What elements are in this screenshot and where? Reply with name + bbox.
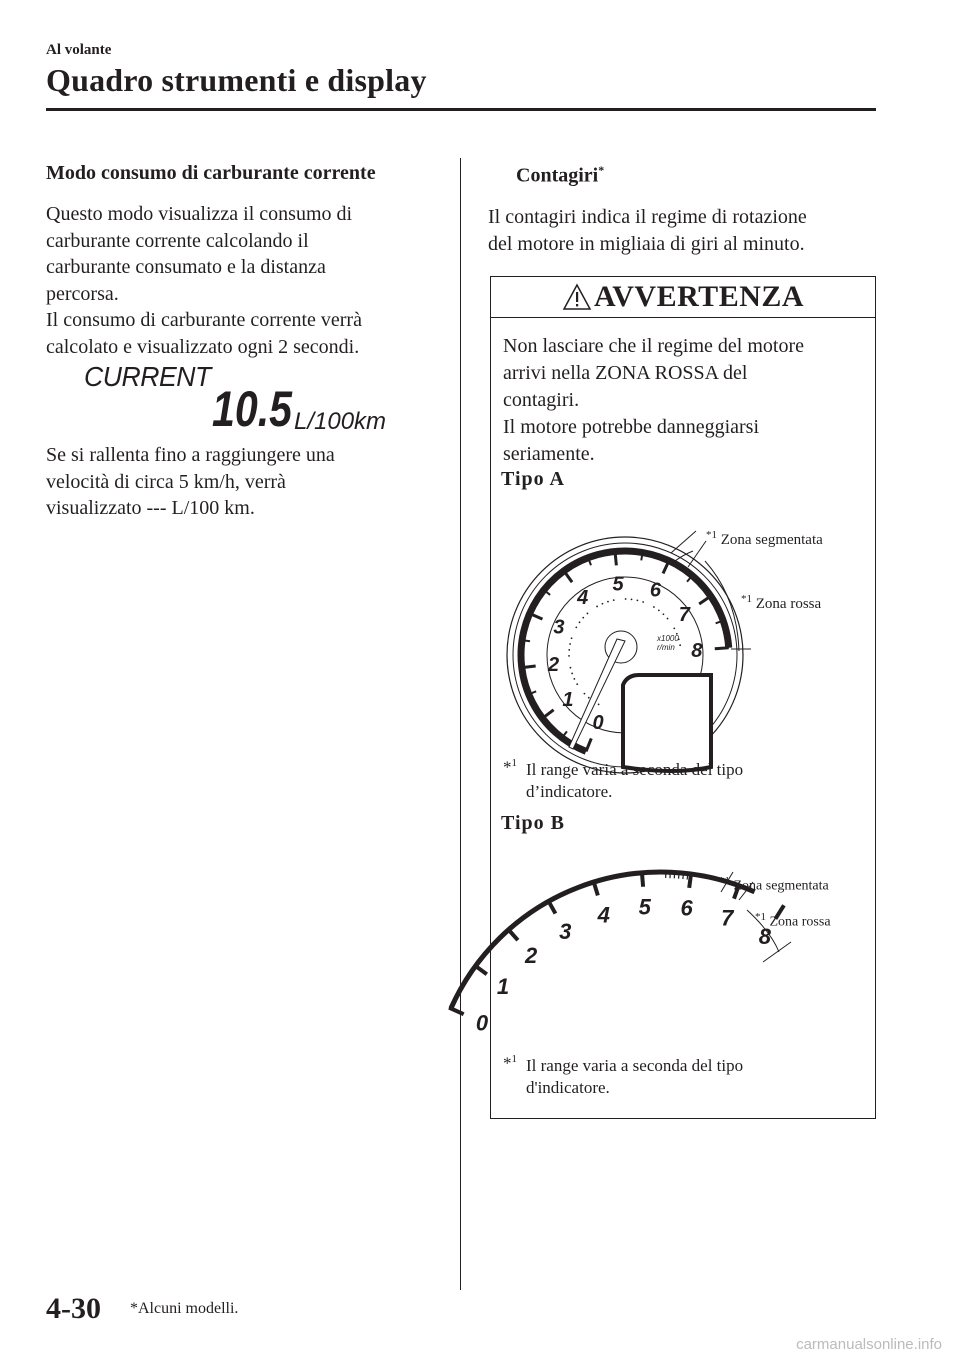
arc-number: 5 <box>638 894 651 920</box>
gauge-dot <box>613 599 615 601</box>
tachometer-intro <box>488 204 878 257</box>
text-line: carburante corrente calcolando il <box>46 229 309 252</box>
section-label: Al volante <box>46 42 112 58</box>
type-a-label: Tipo A <box>501 468 565 490</box>
arc-major-tick <box>449 1008 464 1015</box>
gauge-dot <box>579 621 581 623</box>
text-line: del motore in migliaia di giri al minuto. <box>488 232 805 255</box>
gauge-dot <box>575 626 577 628</box>
lcd-value-text: 10.5 <box>212 381 293 437</box>
gauge-dot <box>588 697 590 699</box>
text-line: carburante consumato e la distanza <box>46 256 326 278</box>
gauge-number: 6 <box>649 579 661 602</box>
gauge-number: 1 <box>562 688 574 711</box>
text-line: visualizzato --- L/100 km. <box>46 497 255 519</box>
gauge-dot <box>653 606 655 608</box>
column-divider <box>460 158 461 1290</box>
gauge-dot <box>573 678 575 680</box>
warning-rule <box>491 317 875 318</box>
gauge-number: 7 <box>678 604 690 627</box>
text-line: Se si rallenta fino a raggiungere una <box>46 444 335 466</box>
gauge-number: 5 <box>612 573 624 596</box>
text-line: percorsa. <box>46 282 119 305</box>
gauge-number: 0 <box>592 711 604 734</box>
gauge-number: 4 <box>577 586 589 609</box>
gauge-dot <box>625 598 627 600</box>
lcd-value-display <box>212 381 294 437</box>
footer-note: *Alcuni modelli. <box>130 1300 239 1317</box>
type-b-callout-red: $^{*1}$ Zona rossa <box>755 911 831 930</box>
text-line: contagiri. <box>503 389 580 411</box>
gauge-dot <box>596 606 598 608</box>
left-heading: Modo consumo di carburante corrente <box>46 162 376 184</box>
gauge-dot <box>571 637 573 639</box>
arc-number: 1 <box>496 974 510 1000</box>
gauge-dot <box>582 617 584 619</box>
left-paragraph-1 <box>46 201 446 360</box>
text-line: velocità di circa 5 km/h, verrà <box>46 470 286 493</box>
text-line: Il contagiri indica il regime di rotazione <box>488 206 807 228</box>
seven-segment-value <box>212 381 294 437</box>
arc-major-tick <box>507 928 518 940</box>
gauge-major-tick <box>615 551 616 565</box>
text-line: Questo modo visualizza il consumo di <box>46 203 353 225</box>
gauge-info-panel <box>623 675 711 771</box>
gauge-dot <box>587 613 589 615</box>
gauge-dot <box>570 667 572 669</box>
gauge-dot <box>568 649 570 651</box>
title-rule <box>46 108 876 111</box>
gauge-number: 3 <box>553 616 565 639</box>
gauge-number: 8 <box>691 639 703 662</box>
type-b-callout-segment: $^{*1}$ Zona segmentata <box>719 875 829 894</box>
arc-number: 2 <box>525 943 538 969</box>
gauge-minor-tick <box>641 553 642 561</box>
type-b-footnote-mark: *$^1$ <box>503 1053 517 1073</box>
warning-triangle-icon <box>562 283 592 311</box>
text-line: Il motore potrebbe danneggiarsi <box>503 416 760 438</box>
lcd-current-label: CURRENT <box>84 361 211 392</box>
gauge-dot <box>571 673 573 675</box>
gauge-dot <box>598 703 600 705</box>
arc-number: 8 <box>758 923 771 949</box>
tachometer-heading: Contagiri* <box>516 163 605 187</box>
warning-box <box>475 276 876 1119</box>
arc-segment-tick <box>683 871 684 879</box>
gauge-number: 2 <box>547 653 560 676</box>
gauge-unit-top: x1000 <box>657 634 679 643</box>
gauge-dot <box>637 599 639 601</box>
page-number: 4-30 <box>46 1292 101 1325</box>
text-line: Il consumo di carburante corrente verrà <box>46 309 362 331</box>
text-line: seriamente. <box>503 443 595 465</box>
left-paragraph-2 <box>46 442 446 522</box>
gauge-minor-tick <box>522 640 530 641</box>
gauge-dot <box>658 609 660 611</box>
arc-number: 6 <box>680 895 693 921</box>
gauge-dot <box>642 601 644 603</box>
arc-number: 7 <box>721 905 734 931</box>
arc-number: 0 <box>475 1010 489 1036</box>
text-line: calcolato e visualizzato ogni 2 secondi. <box>46 335 360 358</box>
arc-major-tick <box>689 872 691 888</box>
arc-number: 4 <box>597 902 610 928</box>
type-b-footnote: Il range varia a seconda del tipo d'indicatore. <box>526 1056 744 1097</box>
type-a-callout-segment: $^{*1}$ Zona segmentata <box>706 529 823 548</box>
watermark: carmanualsonline.info <box>796 1336 942 1353</box>
text-line: arrivi nella ZONA ROSSA del <box>503 362 748 384</box>
arc-number: 3 <box>559 918 572 944</box>
arc-major-tick <box>642 871 643 887</box>
warning-title: AVVERTENZA <box>491 277 875 317</box>
gauge-unit-bottom: r/min <box>657 643 675 652</box>
gauge-dot <box>631 598 633 600</box>
type-a-footnote-mark: *$^1$ <box>503 757 517 777</box>
gauge-dot <box>584 693 586 695</box>
page-title: Quadro strumenti e display <box>46 62 427 98</box>
gauge-dot <box>576 683 578 685</box>
gauge-dot <box>568 655 570 657</box>
gauge-dot <box>569 643 571 645</box>
warning-text <box>503 333 863 468</box>
type-a-callout-red: $^{*1}$ Zona rossa <box>741 593 822 612</box>
type-b-label: Tipo B <box>501 812 565 834</box>
text-line: Non lasciare che il regime del motore <box>503 335 804 357</box>
arc-segment-tick <box>679 871 680 879</box>
lcd-unit-label: L/100km <box>294 408 387 435</box>
type-a-footnote: Il range varia a seconda del tipo d’indicatore. <box>526 760 744 801</box>
gauge-major-tick <box>522 666 536 668</box>
gauge-dot <box>607 601 609 603</box>
gauge-dot <box>602 603 604 605</box>
